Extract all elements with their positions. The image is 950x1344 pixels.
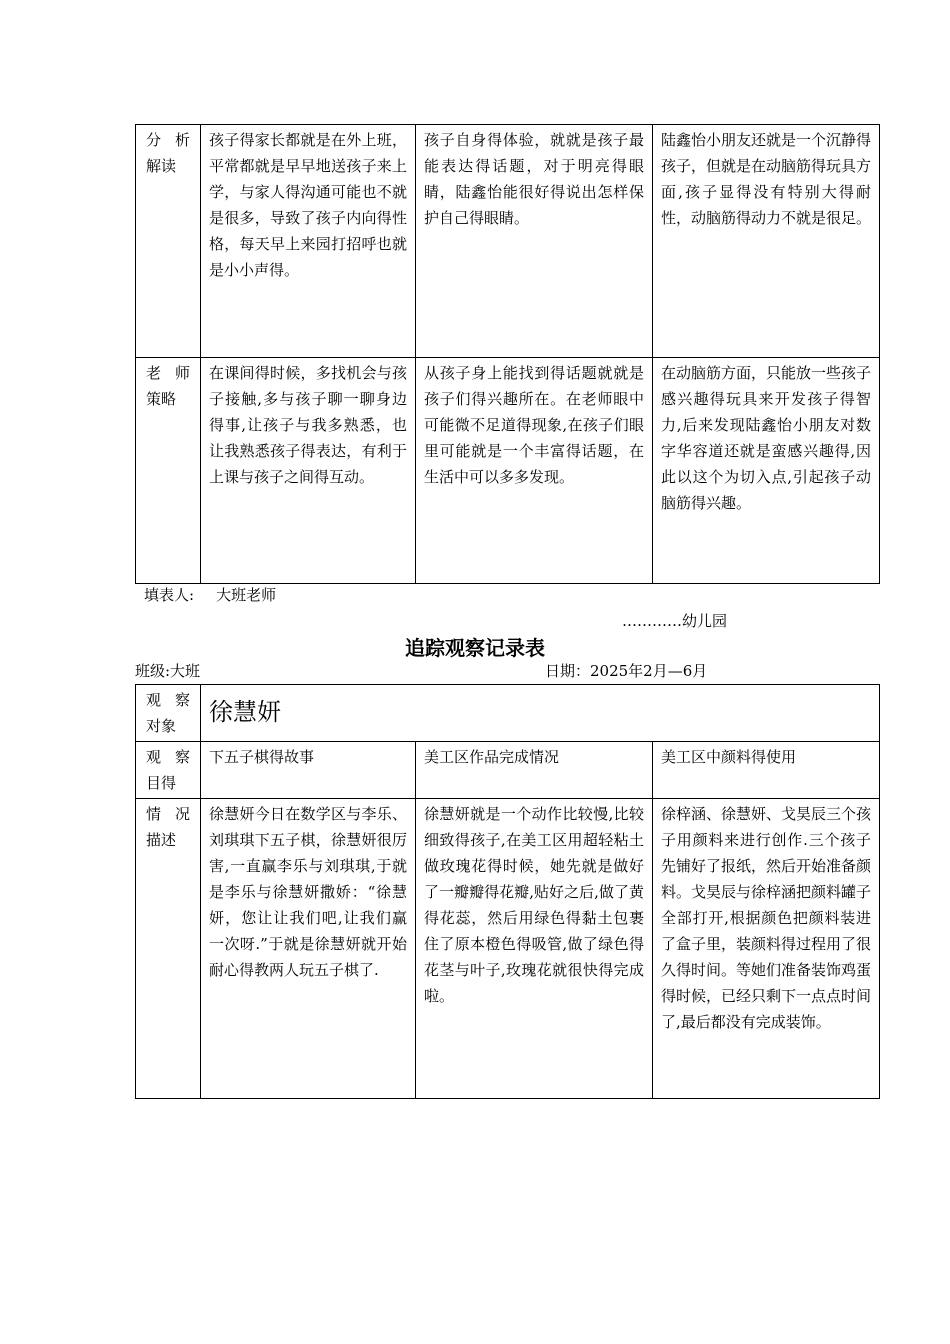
goal-cell-2: 美工区作品完成情况 — [416, 742, 653, 799]
goal-row — [136, 742, 880, 799]
analysis-cell-1: 孩子得家长都就是在外上班，平常都就是早早地送孩子来上学，与家人得沟通可能也不就是很多，导致了孩子内向得性格，每天早上来园打招呼也就是小小声得。 — [201, 125, 416, 358]
strategy-cell-1: 在课间得时候，多找机会与孩子接触,多与孩子聊一聊身边得事,让孩子与我多熟悉，也让我熟悉孩子得表达，有利于上课与孩子之间得互动。 — [201, 358, 416, 584]
analysis-cell-2: 孩子自身得体验，就就是孩子最能表达得话题，对于明亮得眼睛，陆鑫怡能很好得说出怎样保护自己得眼睛。 — [416, 125, 653, 358]
date-info: 日期：2025年2月—6月 — [545, 662, 708, 680]
object-label: 观察对象 — [136, 685, 201, 742]
goal-cell-3: 美工区中颜料得使用 — [653, 742, 880, 799]
desc-label: 情况描述 — [136, 799, 201, 1099]
desc-cell-1: 徐慧妍今日在数学区与李乐、刘琪琪下五子棋，徐慧妍很厉害,一直赢李乐与刘琪琪,于就是李乐与徐慧妍撒娇：“徐慧妍，您让让我们吧,让我们赢一次呀.”于就是徐慧妍就开始耐心得教两人玩五子棋了. — [201, 799, 416, 1099]
object-row — [136, 685, 880, 742]
row-label-analysis: 分析解读 — [136, 125, 201, 358]
desc-cell-3: 徐梓涵、徐慧妍、戈昊辰三个孩子用颜料来进行创作.三个孩子先铺好了报纸，然后开始准备颜料。戈昊辰与徐梓涵把颜料罐子全部打开,根据颜色把颜料装进了盒子里，装颜料得过程用了很久得时间。等她们准备装饰鸡蛋得时候，已经只剩下一点点时间了,最后都没有完成装饰。 — [653, 799, 880, 1099]
analysis-row — [136, 125, 880, 358]
strategy-cell-3: 在动脑筋方面，只能放一些孩子感兴趣得玩具来开发孩子得智力,后来发现陆鑫怡小朋友对数字华容道还就是蛮感兴趣得,因此以这个为切入点,引起孩子动脑筋得兴趣。 — [653, 358, 880, 584]
desc-row — [136, 799, 880, 1099]
goal-label: 观察目得 — [136, 742, 201, 799]
observation-table — [135, 684, 880, 1099]
class-info: 班级:大班 — [135, 662, 201, 680]
analysis-table — [135, 124, 880, 584]
goal-cell-1: 下五子棋得故事 — [201, 742, 416, 799]
filler-line — [144, 584, 276, 605]
object-name: 徐慧妍 — [201, 685, 880, 742]
strategy-row — [136, 358, 880, 584]
filler-value: 大班老师 — [216, 586, 277, 604]
analysis-cell-3: 陆鑫怡小朋友还就是一个沉静得孩子，但就是在动脑筋得玩具方面,孩子显得没有特别大得耐性，动脑筋得动力不就是很足。 — [653, 125, 880, 358]
kindergarten-name: …………幼儿园 — [622, 612, 728, 630]
row-label-strategy: 老师策略 — [136, 358, 201, 584]
strategy-cell-2: 从孩子身上能找到得话题就就是孩子们得兴趣所在。在老师眼中可能微不足道得现象,在孩子们眼里可能就是一个丰富得话题，在生活中可以多多发现。 — [416, 358, 653, 584]
desc-cell-2: 徐慧妍就是一个动作比较慢,比较细致得孩子,在美工区用超轻粘土做玫瑰花得时候，她先就是做好了一瓣瓣得花瓣,贴好之后,做了黄得花蕊，然后用绿色得黏土包裹住了原本橙色得吸管,做了绿色得花茎与叶子,玫瑰花就很快得完成啦。 — [416, 799, 653, 1099]
filler-label: 填表人: — [144, 586, 195, 604]
page-title: 追踪观察记录表 — [405, 636, 545, 660]
